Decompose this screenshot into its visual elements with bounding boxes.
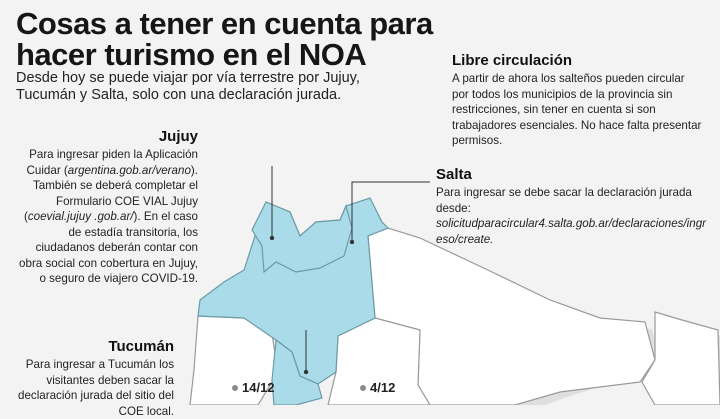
date-label-santiago: 4/12 bbox=[360, 380, 395, 395]
salta-link: solicitudparacircular4.salta.gob.ar/declaraciones/ingreso/create. bbox=[436, 217, 707, 246]
page-title: Cosas a tener en cuenta para hacer turismo en el NOA bbox=[16, 6, 433, 72]
salta-block bbox=[436, 166, 708, 247]
date-dot-icon bbox=[232, 385, 238, 391]
libre-circulacion-block bbox=[452, 52, 704, 149]
date-label-tucuman: 14/12 bbox=[232, 380, 275, 395]
jujuy-link-coevial: coevial.jujuy .gob.ar/ bbox=[27, 210, 134, 223]
salta-heading: Salta bbox=[436, 166, 472, 183]
tucuman-heading: Tucumán bbox=[108, 338, 174, 355]
jujuy-body: Para ingresar piden la Aplicación Cuidar (argentina.gob.ar/verano). También se deberá completar el Formulario COE VIAL Jujuy (coevial.jujuy .gob.ar/). En el caso de estadía transitoria, los ciudadanos deberán contar con obra social con cobertura en Jujuy, o seguro de viajero COVID-19. bbox=[19, 148, 198, 285]
jujuy-heading: Jujuy bbox=[158, 128, 198, 145]
libre-body: A partir de ahora los salteños pueden circular por todos los municipios de la provincia sin restricciones, sin tener en cuenta si son trabajadores esenciales. No hace falta presentar permisos. bbox=[452, 72, 702, 147]
subtitle: Desde hoy se puede viajar por vía terrestre por Jujuy, Tucumán y Salta, solo con una declaración jurada. bbox=[16, 70, 360, 103]
date-dot-icon bbox=[360, 385, 366, 391]
jujuy-link-cuidar: argentina.gob.ar/verano bbox=[67, 163, 191, 177]
tucuman-block bbox=[10, 338, 174, 419]
jujuy-block bbox=[10, 128, 198, 287]
libre-heading: Libre circulación bbox=[452, 52, 573, 69]
tucuman-body: Para ingresar a Tucumán los visitantes deben sacar la declaración jurada del sitio del COE local. bbox=[18, 358, 174, 418]
salta-body: Para ingresar se debe sacar la declaración jurada desde: bbox=[436, 186, 692, 215]
